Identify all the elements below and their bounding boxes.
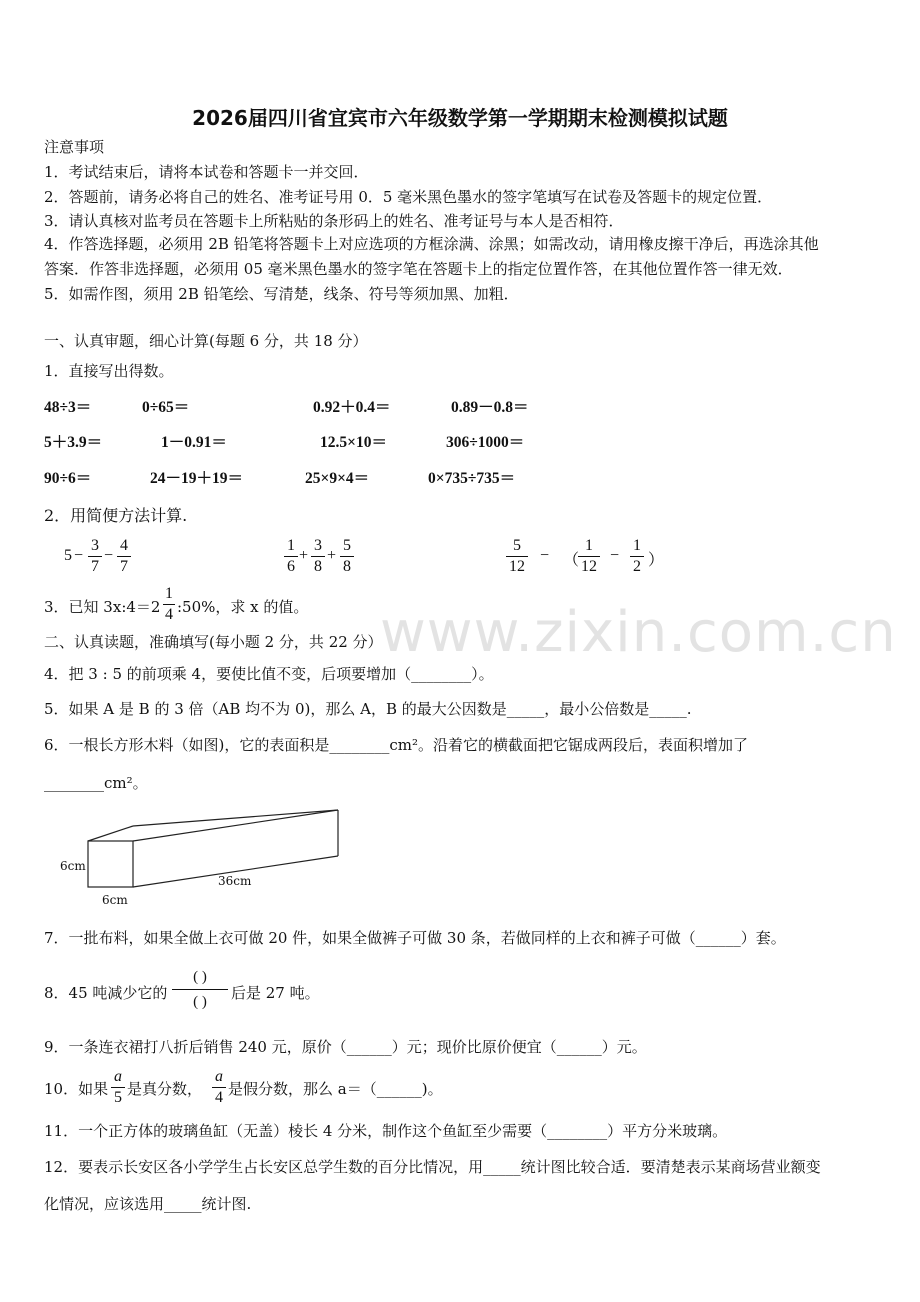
calc-item: 5＋3.9＝ <box>44 434 103 451</box>
fraction: a 5 <box>111 1068 125 1107</box>
calc-item: 48÷3＝ <box>44 399 92 416</box>
height-label: 6cm <box>60 859 86 873</box>
calc-item: 0.92＋0.4＝ <box>313 399 391 416</box>
notice-heading: 注意事项 <box>44 138 105 156</box>
question-5: 5．如果 A 是 B 的 3 倍（AB 均不为 0)，那么 A，B 的最大公因数是_____，最小公倍数是_____. <box>44 700 692 718</box>
fraction: 1 12 <box>578 537 600 576</box>
question-9: 9．一条连衣裙打八折后销售 240 元，原价（______）元；现价比原价便宜（______）元。 <box>44 1038 647 1056</box>
question-12-cont: 化情况，应该选用_____统计图. <box>44 1195 252 1213</box>
fraction: 4 7 <box>117 537 131 576</box>
question-1: 1．直接写出得数。 <box>44 362 174 380</box>
fraction: a 4 <box>212 1068 226 1107</box>
calc-item: 0×735÷735＝ <box>428 470 516 487</box>
calc-item: 24－19＋19＝ <box>150 470 244 487</box>
question-12: 12．要表示长安区各小学学生占长安区总学生数的百分比情况，用_____统计图比较合适．要清楚表示某商场营业额变 <box>44 1158 821 1176</box>
cuboid-figure <box>56 808 356 908</box>
notice-item: 3．请认真核对监考员在答题卡上所粘贴的条形码上的姓名、准考证号与本人是否相符． <box>44 212 624 230</box>
calc-item: 0.89－0.8＝ <box>451 399 529 416</box>
question-4: 4．把 3 : 5 的前项乘 4，要使比值不变，后项要增加（________）。 <box>44 665 494 683</box>
width-label: 6cm <box>102 893 128 907</box>
calc-item: 306÷1000＝ <box>446 434 525 451</box>
notice-item: 2．答题前，请务必将自己的姓名、准考证号用 0．5 毫米黑色墨水的签字笔填写在试卷及答题卡的规定位置． <box>44 188 773 206</box>
notice-item: 1．考试结束后，请将本试卷和答题卡一并交回． <box>44 163 369 181</box>
blank-fraction: ( ) ( ) <box>172 966 228 1013</box>
notice-item: 答案．作答非选择题，必须用 05 毫米黑色墨水的签字笔在答题卡上的指定位置作答，在其他位置作答一律无效． <box>44 260 793 278</box>
page-title: 2026届四川省宜宾市六年级数学第一学期期末检测模拟试题 <box>192 106 728 130</box>
question-6-cont: ________cm²。 <box>44 774 148 792</box>
fraction: 3 8 <box>311 537 325 576</box>
fraction: 1 6 <box>284 537 298 576</box>
calc-item: 0÷65＝ <box>142 399 190 416</box>
question-11: 11．一个正方体的玻璃鱼缸（无盖）棱长 4 分米，制作这个鱼缸至少需要（________）平方分米玻璃。 <box>44 1122 728 1140</box>
fraction: 1 2 <box>630 537 644 576</box>
question-2: 2．用简便方法计算. <box>44 506 188 525</box>
fraction: 5 8 <box>340 537 354 576</box>
fraction: 5 12 <box>506 537 528 576</box>
fraction: 1 4 <box>165 585 173 623</box>
calc-item: 1－0.91＝ <box>161 434 227 451</box>
calc-item: 12.5×10＝ <box>320 434 387 451</box>
section-heading: 一、认真审题，细心计算(每题 6 分，共 18 分） <box>44 332 368 350</box>
section-heading: 二、认真读题，准确填写(每小题 2 分，共 22 分） <box>44 633 383 651</box>
fraction: 3 7 <box>88 537 102 576</box>
question-6: 6．一根长方形木料（如图)，它的表面积是________cm²。沿着它的横截面把它锯成两段后，表面积增加了 <box>44 736 749 754</box>
notice-item: 5．如需作图，须用 2B 铅笔绘、写清楚，线条、符号等须加黑、加粗． <box>44 285 519 303</box>
notice-item: 4．作答选择题，必须用 2B 铅笔将答题卡上对应选项的方框涂满、涂黑；如需改动，请用橡皮擦干净后，再选涂其他 <box>44 235 819 253</box>
watermark: www.zixin.com.cn <box>380 600 897 665</box>
calc-item: 90÷6＝ <box>44 470 92 487</box>
question-7: 7．一批布料，如果全做上衣可做 20 件，如果全做裤子可做 30 条，若做同样的上衣和裤子可做（______）套。 <box>44 929 786 947</box>
calc-item: 25×9×4＝ <box>305 470 370 487</box>
length-label: 36cm <box>218 874 252 888</box>
